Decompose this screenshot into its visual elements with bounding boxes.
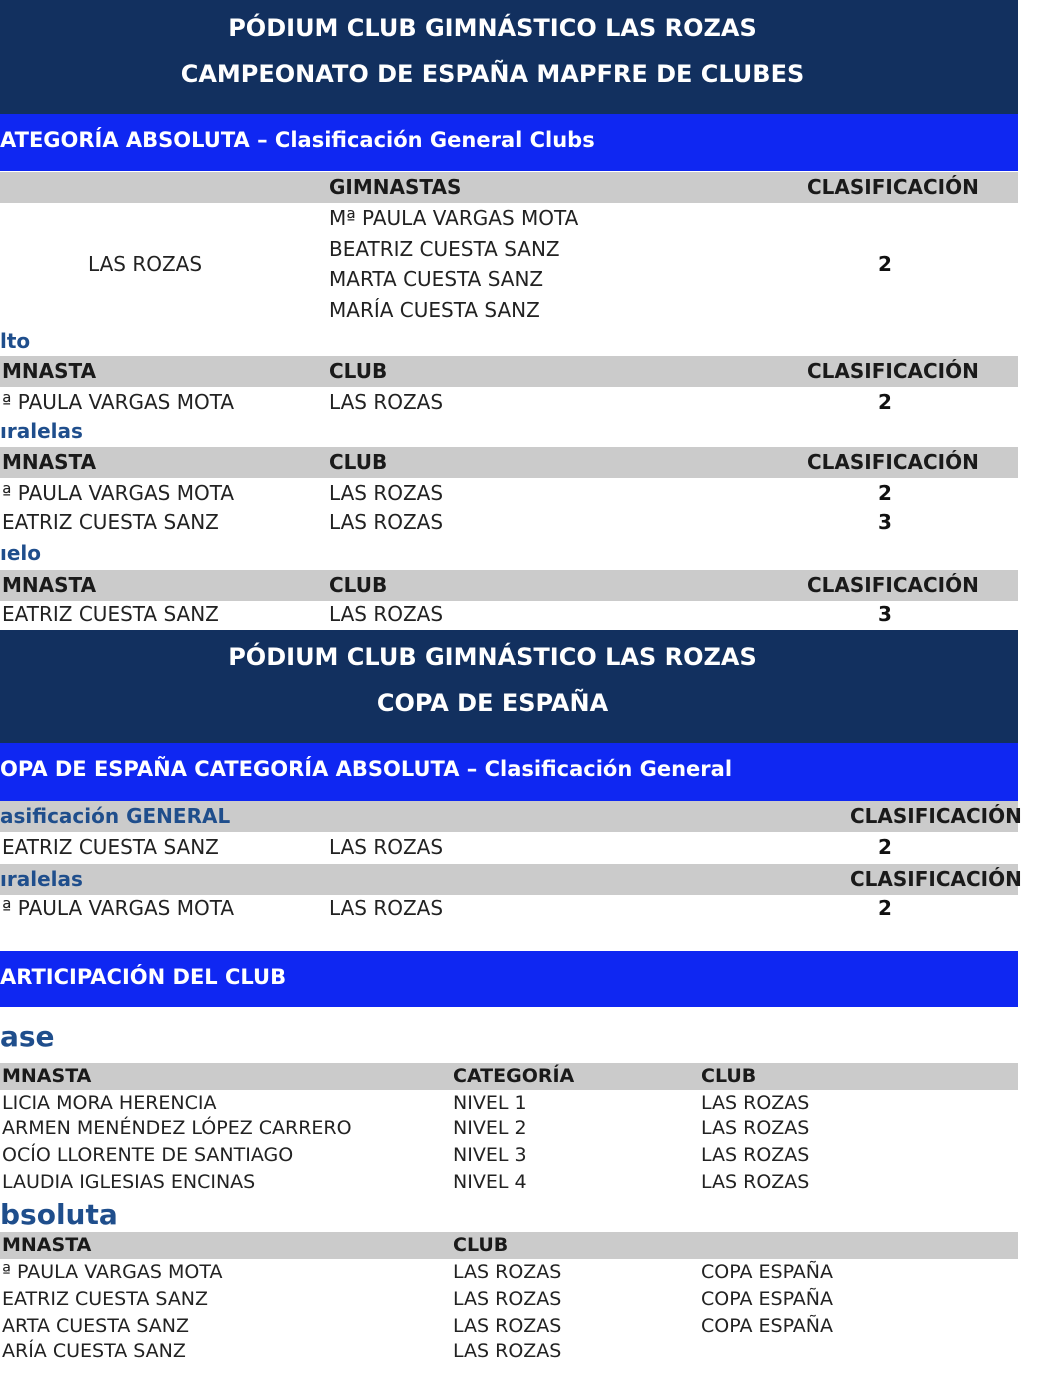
- section-label-copa-paralelas: ıralelas: [0, 867, 83, 891]
- banner-title-podium-2: PÓDIUM CLUB GIMNÁSTICO LAS ROZAS: [228, 643, 757, 671]
- absoluta-row-1-competition: COPA ESPAÑA: [701, 1261, 834, 1283]
- suelo-header-gimnasta: MNASTA: [2, 573, 97, 597]
- base-row-2-category: NIVEL 2: [453, 1117, 527, 1139]
- general-header-clasificacion: CLASIFICACIÓN: [850, 804, 1022, 828]
- section-label-base: ase: [0, 1020, 55, 1053]
- section-label-paralelas: ıralelas: [0, 419, 83, 443]
- team-club-name: LAS ROZAS: [88, 252, 203, 276]
- base-row-4-club: LAS ROZAS: [701, 1171, 810, 1193]
- section-label-absoluta: bsoluta: [0, 1198, 118, 1231]
- salto-row-club: LAS ROZAS: [329, 390, 444, 414]
- paralelas-row-1-gymnast: ª PAULA VARGAS MOTA: [2, 481, 235, 505]
- team-gymnast-3: MARTA CUESTA SANZ: [329, 267, 544, 291]
- team-gymnast-1: Mª PAULA VARGAS MOTA: [329, 206, 579, 230]
- absoluta-header-row: [0, 1232, 1018, 1259]
- general-row-gymnast: EATRIZ CUESTA SANZ: [2, 835, 219, 859]
- base-row-2-gymnast: ARMEN MENÉNDEZ LÓPEZ CARRERO: [2, 1117, 352, 1139]
- base-row-3-club: LAS ROZAS: [701, 1144, 810, 1166]
- absoluta-row-2-competition: COPA ESPAÑA: [701, 1288, 834, 1310]
- header-clasificacion: CLASIFICACIÓN: [807, 175, 979, 199]
- absoluta-header-gimnasta: MNASTA: [2, 1234, 92, 1256]
- absoluta-row-4-gymnast: ARÍA CUESTA SANZ: [2, 1340, 186, 1362]
- absoluta-row-2-club: LAS ROZAS: [453, 1288, 562, 1310]
- salto-row-classification: 2: [878, 390, 892, 414]
- paralelas-header-clasificacion: CLASIFICACIÓN: [807, 450, 979, 474]
- absoluta-row-1-gymnast: ª PAULA VARGAS MOTA: [2, 1261, 223, 1283]
- banner-title-campeonato: CAMPEONATO DE ESPAÑA MAPFRE DE CLUBES: [180, 60, 805, 88]
- absoluta-row-3-competition: COPA ESPAÑA: [701, 1315, 834, 1337]
- copa-paralelas-header-clasificacion: CLASIFICACIÓN: [850, 867, 1022, 891]
- general-row-club: LAS ROZAS: [329, 835, 444, 859]
- absoluta-header-club: CLUB: [453, 1234, 509, 1256]
- paralelas-row-1-club: LAS ROZAS: [329, 481, 444, 505]
- category-bar-copa-label: OPA DE ESPAÑA CATEGORÍA ABSOLUTA – Clasificación General: [0, 757, 733, 781]
- banner-title-podium: PÓDIUM CLUB GIMNÁSTICO LAS ROZAS: [228, 14, 757, 42]
- team-classification: 2: [878, 252, 892, 276]
- base-header-categoria: CATEGORÍA: [453, 1065, 575, 1087]
- salto-header-clasificacion: CLASIFICACIÓN: [807, 359, 979, 383]
- paralelas-row-1-classification: 2: [878, 481, 892, 505]
- category-bar-label: ATEGORÍA ABSOLUTA – Clasificación General Clubs: [0, 128, 595, 152]
- paralelas-header-club: CLUB: [329, 450, 388, 474]
- copa-paralelas-row-club: LAS ROZAS: [329, 896, 444, 920]
- suelo-row-classification: 3: [878, 602, 892, 626]
- general-row-classification: 2: [878, 835, 892, 859]
- base-row-3-category: NIVEL 3: [453, 1144, 527, 1166]
- base-row-4-category: NIVEL 4: [453, 1171, 527, 1193]
- base-row-1-gymnast: LICIA MORA HERENCIA: [2, 1092, 217, 1114]
- base-row-1-club: LAS ROZAS: [701, 1092, 810, 1114]
- section-label-general: asificación GENERAL: [0, 804, 231, 828]
- participation-bar-label: ARTICIPACIÓN DEL CLUB: [0, 965, 287, 989]
- suelo-header-clasificacion: CLASIFICACIÓN: [807, 573, 979, 597]
- paralelas-header-gimnasta: MNASTA: [2, 450, 97, 474]
- base-row-4-gymnast: LAUDIA IGLESIAS ENCINAS: [2, 1171, 256, 1193]
- base-header-club: CLUB: [701, 1065, 757, 1087]
- base-row-1-category: NIVEL 1: [453, 1092, 527, 1114]
- salto-header-club: CLUB: [329, 359, 388, 383]
- suelo-header-club: CLUB: [329, 573, 388, 597]
- section-label-suelo: ıelo: [0, 541, 42, 565]
- banner-title-copa: COPA DE ESPAÑA: [376, 689, 609, 717]
- copa-paralelas-row-classification: 2: [878, 896, 892, 920]
- base-row-3-gymnast: OCÍO LLORENTE DE SANTIAGO: [2, 1144, 294, 1166]
- paralelas-row-2-club: LAS ROZAS: [329, 510, 444, 534]
- header-gimnastas: GIMNASTAS: [329, 175, 462, 199]
- suelo-row-club: LAS ROZAS: [329, 602, 444, 626]
- salto-header-gimnasta: MNASTA: [2, 359, 97, 383]
- team-gymnast-4: MARÍA CUESTA SANZ: [329, 298, 540, 322]
- base-row-2-club: LAS ROZAS: [701, 1117, 810, 1139]
- base-header-gimnasta: MNASTA: [2, 1065, 92, 1087]
- absoluta-row-3-club: LAS ROZAS: [453, 1315, 562, 1337]
- team-gymnast-2: BEATRIZ CUESTA SANZ: [329, 237, 560, 261]
- salto-row-gymnast: ª PAULA VARGAS MOTA: [2, 390, 235, 414]
- absoluta-row-1-club: LAS ROZAS: [453, 1261, 562, 1283]
- paralelas-row-2-classification: 3: [878, 510, 892, 534]
- section-label-salto: lto: [0, 329, 31, 353]
- absoluta-row-2-gymnast: EATRIZ CUESTA SANZ: [2, 1288, 209, 1310]
- absoluta-row-4-club: LAS ROZAS: [453, 1340, 562, 1362]
- absoluta-row-3-gymnast: ARTA CUESTA SANZ: [2, 1315, 190, 1337]
- copa-paralelas-row-gymnast: ª PAULA VARGAS MOTA: [2, 896, 235, 920]
- paralelas-row-2-gymnast: EATRIZ CUESTA SANZ: [2, 510, 219, 534]
- suelo-row-gymnast: EATRIZ CUESTA SANZ: [2, 602, 219, 626]
